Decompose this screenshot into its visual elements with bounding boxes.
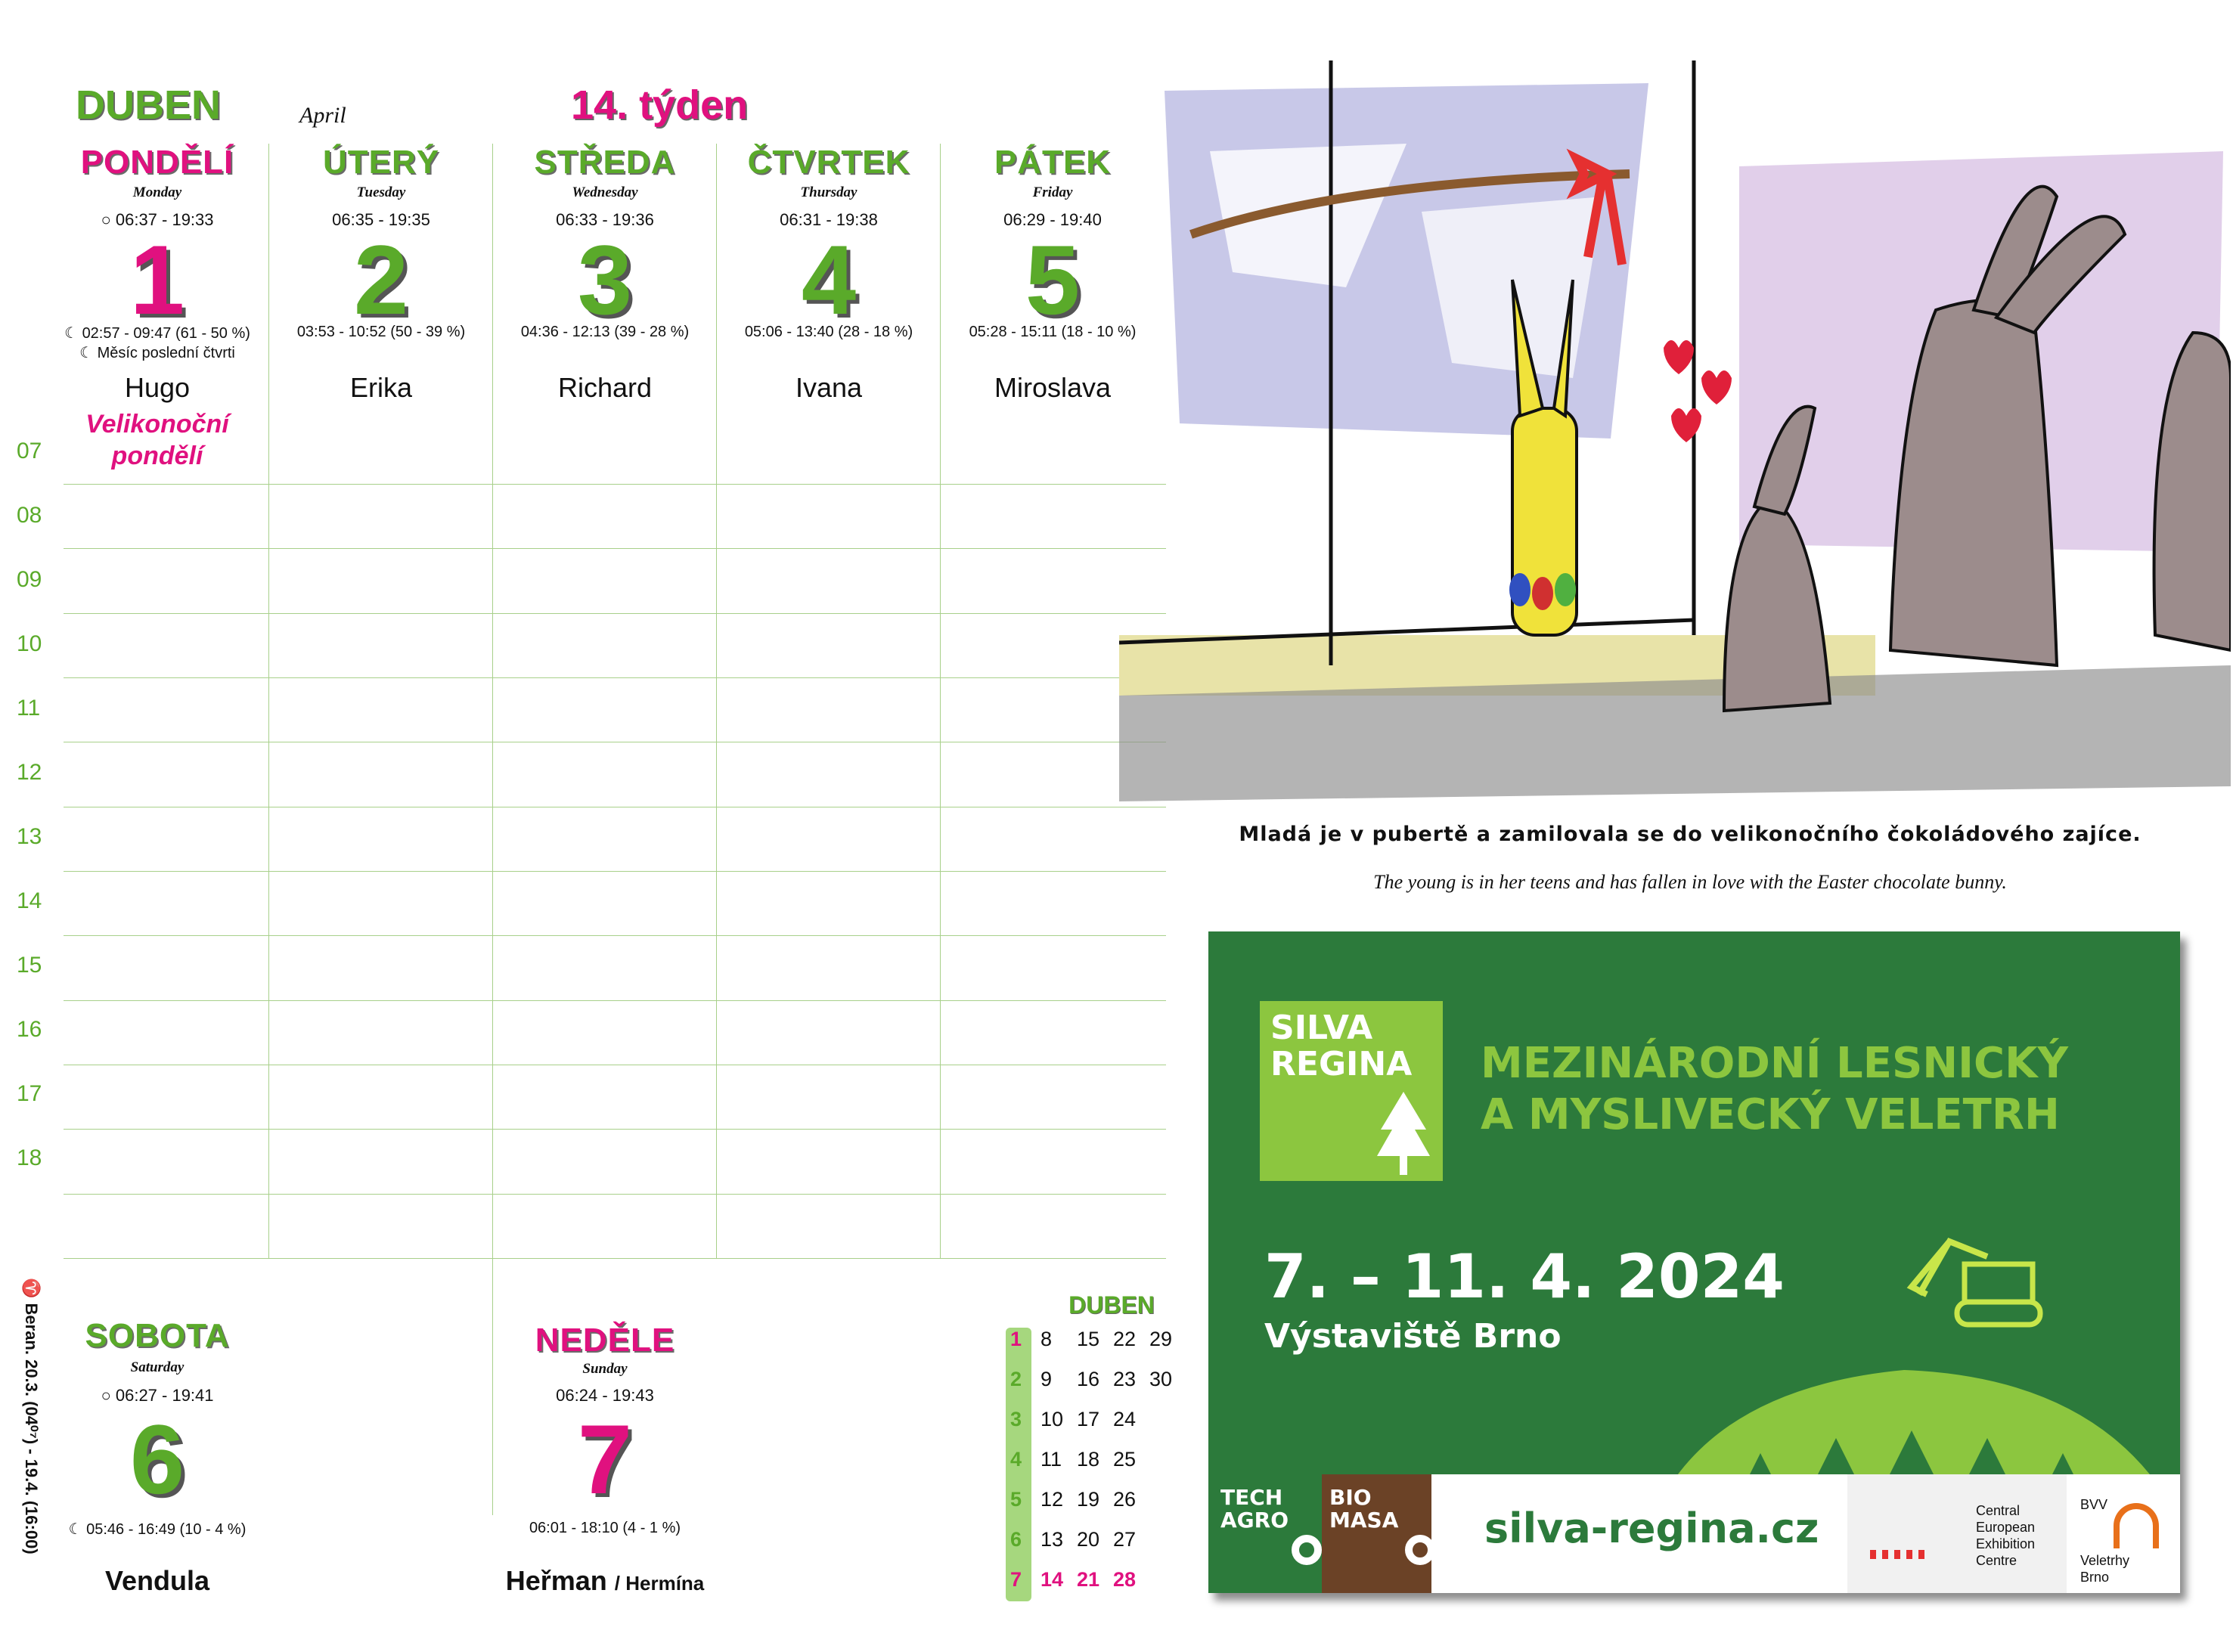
silva-regina-ad: [1208, 931, 2180, 1593]
mini-calendar-row: 3 10 17 24: [1010, 1408, 1137, 1430]
moon-icon: ☾: [68, 1521, 87, 1538]
hour-label: 07: [17, 439, 42, 463]
nameday-thursday: Ivana: [795, 372, 863, 403]
column-divider: [716, 144, 717, 1259]
moon-times-saturday: ☾ 05:46 - 16:49 (10 - 4 %): [68, 1521, 247, 1538]
day-en-wednesday: Wednesday: [572, 184, 638, 200]
day-en-thursday: Thursday: [800, 184, 858, 200]
mini-calendar-row: 5 12 19 26: [1010, 1488, 1137, 1511]
month-english: April: [299, 103, 346, 128]
hour-label: 08: [17, 503, 42, 528]
nameday-wednesday: Richard: [557, 372, 653, 403]
nameday-saturday: Vendula: [104, 1565, 210, 1596]
day-en-tuesday: Tuesday: [356, 184, 406, 200]
hour-label: 10: [17, 631, 42, 656]
moon-times-monday: ☾ 02:57 - 09:47 (61 - 50 %): [64, 325, 250, 342]
day-name-tuesday: ÚTERÝ: [322, 144, 440, 181]
grid-row-line: [64, 1258, 1166, 1259]
grid-row-line: [64, 677, 1166, 678]
grid-row-line: [64, 1194, 1166, 1195]
mini-calendar-row: 4 11 18 25: [1010, 1448, 1137, 1471]
hour-label: 09: [17, 567, 42, 592]
mini-calendar-title: DUBEN: [1068, 1291, 1155, 1319]
nameday-monday: Hugo: [124, 372, 191, 403]
sun-times-monday: ○ 06:37 - 19:33: [101, 210, 214, 229]
sun-times-thursday: 06:31 - 19:38: [780, 210, 878, 229]
ad-bvv-logo: BVV Veletrhy Brno: [2067, 1474, 2180, 1593]
moon-icon: ☾: [79, 345, 98, 361]
ad-techagro: TECH AGRO: [1208, 1474, 1322, 1593]
month-title: DUBEN: [76, 82, 222, 128]
hour-label: 17: [17, 1081, 42, 1106]
sun-times-saturday: ○ 06:27 - 19:41: [101, 1386, 214, 1405]
sun-times-sunday: 06:24 - 19:43: [556, 1386, 654, 1405]
ad-venue: Výstaviště Brno: [1264, 1317, 1562, 1356]
moon-times-sunday: 06:01 - 18:10 (4 - 1 %): [529, 1520, 681, 1536]
cartoon-caption-cz: Mladá je v pubertě a zamilovala se do velikonočního čokoládového zajíce.: [1239, 823, 2142, 846]
day-number-monday: 1: [129, 225, 185, 335]
ad-logo-line1: SILVA: [1270, 1009, 1373, 1047]
cartoon-illustration: [1119, 60, 2231, 817]
column-divider: [940, 144, 941, 1259]
week-number: 14. týden: [571, 82, 749, 128]
day-name-friday: PÁTEK: [994, 144, 1112, 181]
mini-calendar-row: 6 13 20 27: [1010, 1528, 1137, 1551]
ad-url[interactable]: silva-regina.cz: [1484, 1505, 1819, 1552]
sun-times-friday: 06:29 - 19:40: [1003, 210, 1102, 229]
sun-icon: ○: [101, 1386, 116, 1405]
bvv-arch-icon: [2114, 1503, 2159, 1548]
moon-times-thursday: 05:06 - 13:40 (28 - 18 %): [744, 324, 913, 340]
hour-label: 14: [17, 888, 42, 913]
mini-calendar-row: 1 8 15 22 29: [1010, 1328, 1173, 1350]
cartoon-caption-en: The young is in her teens and has fallen in love with the Easter chocolate bunny.: [1373, 871, 2007, 893]
day-name-sunday: NEDĚLE: [535, 1322, 675, 1359]
day-number-tuesday: 2: [353, 225, 409, 335]
moon-times-tuesday: 03:53 - 10:52 (50 - 39 %): [296, 324, 466, 340]
sun-times-wednesday: 06:33 - 19:36: [556, 210, 654, 229]
tree-icon: [1373, 1092, 1434, 1175]
sun-times-tuesday: 06:35 - 19:35: [332, 210, 430, 229]
day-number-thursday: 4: [801, 225, 857, 335]
day-name-monday: PONDĚLÍ: [80, 144, 234, 181]
column-divider: [268, 144, 269, 1259]
ad-logo-line2: REGINA: [1270, 1045, 1413, 1083]
day-name-saturday: SOBOTA: [85, 1317, 230, 1354]
ad-dates: 7. – 11. 4. 2024: [1264, 1241, 1785, 1312]
moon-phase-monday: ☾ Měsíc poslední čtvrti: [79, 345, 235, 361]
gear-icon: [1292, 1535, 1322, 1565]
day-number-wednesday: 3: [577, 225, 633, 335]
grid-row-line: [64, 484, 1166, 485]
day-number-friday: 5: [1025, 225, 1081, 335]
mini-calendar-row: 2 9 16 23 30: [1010, 1368, 1173, 1390]
ad-headline-1: MEZINÁRODNÍ LESNICKÝ: [1481, 1039, 2069, 1088]
ceec-mark-icon: [1870, 1550, 1931, 1559]
nameday-friday: Miroslava: [994, 372, 1112, 403]
grid-row-line: [64, 1000, 1166, 1001]
day-en-monday: Monday: [132, 184, 182, 200]
hour-label: 13: [17, 824, 42, 849]
grid-row-line: [64, 548, 1166, 549]
nameday-tuesday: Erika: [349, 372, 413, 403]
hour-label: 16: [17, 1017, 42, 1042]
day-en-sunday: Sunday: [582, 1361, 628, 1377]
day-number-saturday: 6: [129, 1404, 185, 1514]
moon-times-wednesday: 04:36 - 12:13 (39 - 28 %): [520, 324, 690, 340]
day-en-saturday: Saturday: [130, 1359, 185, 1375]
ad-logo: [1260, 1001, 1443, 1181]
mini-calendar-row: 7 14 21 28: [1010, 1568, 1137, 1591]
cycle-icon: [1405, 1535, 1435, 1565]
ad-headline-2: A MYSLIVECKÝ VELETRH: [1481, 1090, 2060, 1139]
hour-label: 12: [17, 760, 42, 785]
ad-biomasa: BIO MASA: [1322, 1474, 1431, 1593]
excavator-icon: [1896, 1234, 2048, 1332]
holiday-monday: Velikonoční pondělí: [85, 410, 229, 470]
moon-times-friday: 05:28 - 15:11 (18 - 10 %): [969, 324, 1137, 340]
ad-ceec-logo: Central European Exhibition Centre: [1847, 1474, 2067, 1593]
day-name-wednesday: STŘEDA: [534, 144, 676, 181]
mini-calendar-grid: [1010, 1328, 1186, 1608]
column-divider: [492, 144, 493, 1259]
day-en-friday: Friday: [1032, 184, 1073, 200]
grid-row-line: [64, 935, 1166, 936]
day-name-thursday: ČTVRTEK: [747, 144, 910, 181]
sun-icon: ○: [101, 210, 116, 229]
grid-row-line: [64, 613, 1166, 614]
grid-row-line: [64, 871, 1166, 872]
zodiac-note: ♈ Beran. 20.3. (04⁰⁷) - 19.4. (16:00): [22, 1278, 41, 1554]
grid-row-line: [64, 1129, 1166, 1130]
hour-label: 15: [17, 953, 42, 978]
moon-icon: ☾: [64, 325, 82, 342]
nameday-sunday: Heřman / Hermína: [505, 1565, 705, 1596]
hour-label: 18: [17, 1145, 42, 1170]
hour-label: 11: [17, 696, 41, 721]
day-number-sunday: 7: [577, 1404, 633, 1514]
